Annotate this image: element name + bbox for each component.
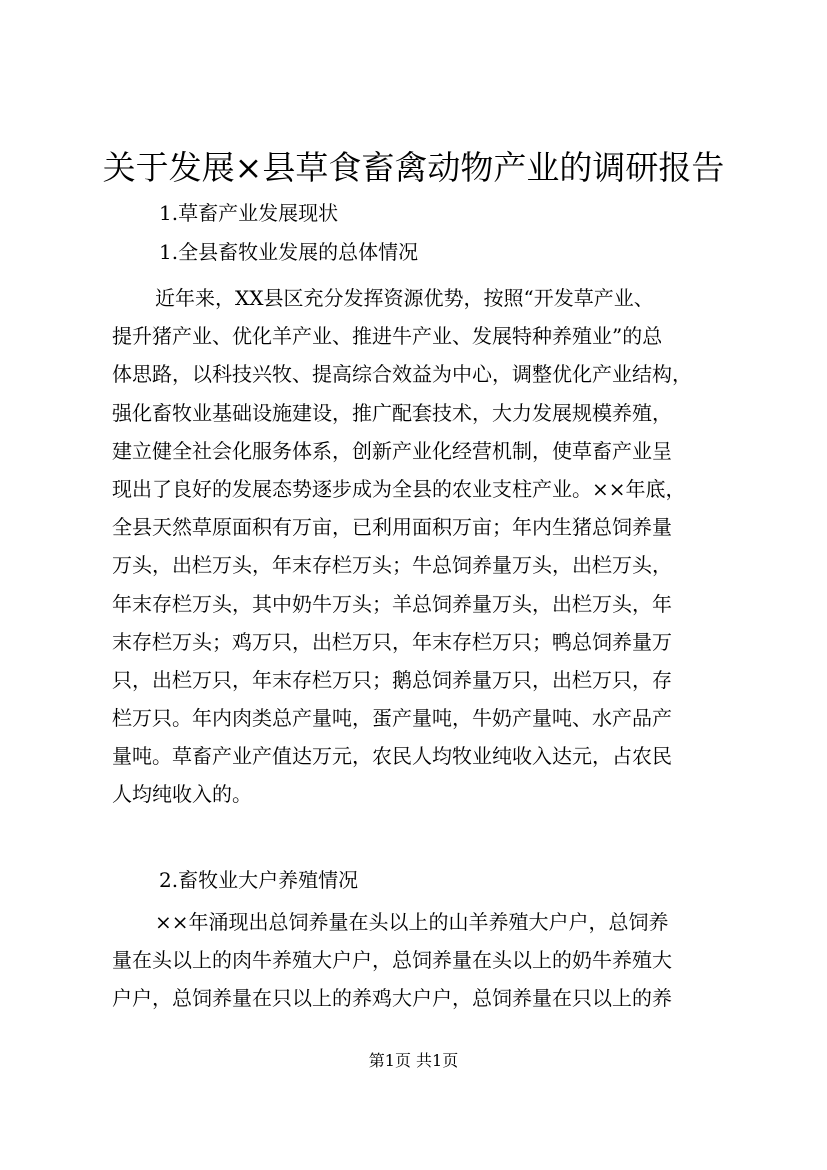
paragraph-line: 建立健全社会化服务体系，创新产业化经营机制，使草畜产业呈 <box>112 438 672 463</box>
paragraph-line: 末存栏万头；鸡万只，出栏万只，年末存栏万只；鸭总饲养量万 <box>112 629 672 654</box>
paragraph-line: 近年来，XX县区充分发挥资源优势，按照“开发草产业、 <box>155 286 654 310</box>
section-heading-status: 1.草畜产业发展现状 <box>159 201 339 225</box>
paragraph-large-farms <box>112 903 737 1018</box>
paragraph-line: 提升猪产业、优化羊产业、推进牛产业、发展特种养殖业”的总 <box>112 324 663 349</box>
paragraph-line: 体思路，以科技兴牧、提高综合效益为中心，调整优化产业结构， <box>112 362 692 387</box>
paragraph-line: 只，出栏万只，年末存栏万只；鹅总饲养量万只，出栏万只，存 <box>112 667 672 692</box>
paragraph-line: 栏万只。年内肉类总产量吨，蛋产量吨，牛奶产量吨、水产品产 <box>112 706 672 731</box>
paragraph-overall-situation <box>112 279 737 814</box>
subsection-heading-overall: 1.全县畜牧业发展的总体情况 <box>159 240 419 264</box>
paragraph-line: 人均纯收入的。 <box>112 782 252 807</box>
paragraph-line: 量吨。草畜产业产值达万元，农民人均牧业纯收入达元，占农民 <box>112 744 672 769</box>
paragraph-line: 万头，出栏万头，年末存栏万头；牛总饲养量万头，出栏万头， <box>112 553 672 578</box>
paragraph-line: 现出了良好的发展态势逐步成为全县的农业支柱产业。××年底， <box>112 476 686 501</box>
paragraph-line: 量在头以上的肉牛养殖大户户，总饲养量在头以上的奶牛养殖大 <box>112 948 672 973</box>
page-number-footer: 第1页 共1页 <box>368 1051 459 1070</box>
paragraph-line: 强化畜牧业基础设施建设，推广配套技术，大力发展规模养殖， <box>112 400 672 425</box>
document-title: 关于发展×县草食畜禽动物产业的调研报告 <box>102 148 725 187</box>
paragraph-line: 户户，总饲养量在只以上的养鸡大户户，总饲养量在只以上的养 <box>112 986 672 1011</box>
paragraph-line: ××年涌现出总饲养量在头以上的山羊养殖大户户，总饲养 <box>155 910 669 934</box>
subsection-heading-large-farms: 2.畜牧业大户养殖情况 <box>159 868 359 892</box>
paragraph-line: 年末存栏万头，其中奶牛万头；羊总饲养量万头，出栏万头，年 <box>112 591 672 616</box>
paragraph-line: 全县天然草原面积有万亩，已利用面积万亩；年内生猪总饲养量 <box>112 515 672 540</box>
